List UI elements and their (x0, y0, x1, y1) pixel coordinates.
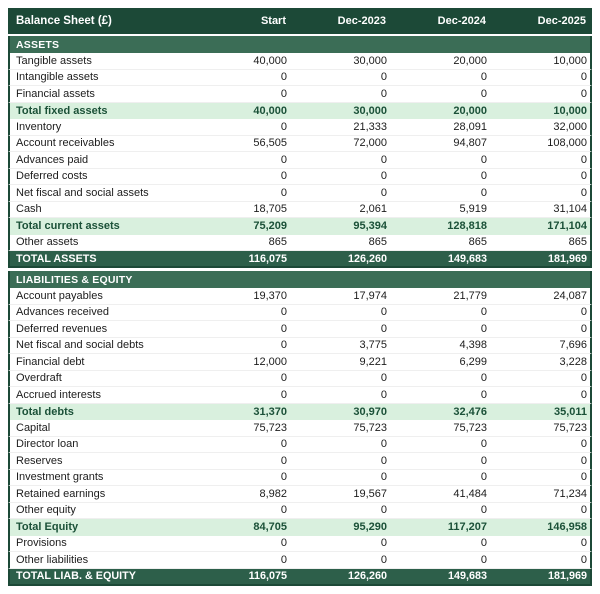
row-value: 116,075 (248, 252, 287, 265)
row-value: 40,000 (253, 104, 287, 117)
row-value: 181,969 (547, 252, 587, 265)
row-value: 95,394 (353, 220, 387, 233)
row-value: 0 (280, 537, 287, 550)
row-label: LIABILITIES & EQUITY (16, 273, 133, 286)
subtotal-row (8, 218, 592, 235)
row-value: 71,234 (553, 487, 587, 500)
section-header-row (8, 36, 592, 53)
row-value: 5,919 (459, 203, 487, 216)
row-value: 0 (480, 186, 487, 199)
row-label: Tangible assets (16, 54, 92, 67)
row-value: 31,370 (253, 405, 287, 418)
row-value: 30,000 (353, 104, 387, 117)
row-label: Financial debt (16, 355, 85, 368)
row-value: 75,723 (253, 421, 287, 434)
row-value: 865 (468, 236, 487, 249)
row-value: 0 (480, 388, 487, 401)
row-value: 2,061 (359, 203, 387, 216)
row-value: 94,807 (453, 137, 487, 150)
row-value: 9,221 (359, 355, 387, 368)
row-label: Retained earnings (16, 487, 106, 500)
row-value: 32,476 (453, 405, 487, 418)
table-row (8, 152, 592, 169)
row-value: 0 (380, 553, 387, 566)
row-label: Provisions (16, 537, 67, 550)
row-value: 30,000 (353, 54, 387, 67)
row-value: 126,260 (347, 570, 387, 582)
row-value: 41,484 (453, 487, 487, 500)
row-value: 0 (480, 372, 487, 385)
row-value: 0 (480, 87, 487, 100)
row-value: 0 (280, 388, 287, 401)
table-row (8, 552, 592, 569)
row-label: Investment grants (16, 471, 104, 484)
table-header-row (8, 8, 592, 34)
row-value: 56,505 (253, 137, 287, 150)
row-value: 0 (580, 87, 587, 100)
row-label: Advances received (16, 306, 109, 319)
row-label: Account payables (16, 289, 103, 302)
table-row (8, 185, 592, 202)
row-value: 0 (580, 71, 587, 84)
row-value: 72,000 (353, 137, 387, 150)
column-header-dec-2023: Dec-2023 (337, 15, 386, 27)
row-value: 0 (280, 471, 287, 484)
row-value: 40,000 (253, 54, 287, 67)
row-value: 18,705 (253, 203, 287, 216)
row-value: 0 (580, 438, 587, 451)
row-value: 28,091 (453, 120, 487, 133)
row-value: 75,209 (253, 220, 287, 233)
row-value: 0 (480, 454, 487, 467)
row-value: 0 (280, 306, 287, 319)
table-row (8, 321, 592, 338)
row-value: 0 (380, 471, 387, 484)
row-label: Total Equity (16, 521, 79, 534)
row-value: 0 (280, 120, 287, 133)
row-value: 0 (380, 537, 387, 550)
row-value: 0 (380, 186, 387, 199)
row-label: Total debts (16, 405, 74, 418)
table-row (8, 53, 592, 70)
row-value: 181,969 (547, 570, 587, 582)
row-value: 0 (280, 87, 287, 100)
row-value: 4,398 (459, 339, 487, 352)
row-value: 865 (568, 236, 587, 249)
row-value: 30,970 (353, 405, 387, 418)
row-value: 149,683 (447, 252, 487, 265)
table-row (8, 420, 592, 437)
table-row (8, 202, 592, 219)
row-value: 0 (480, 537, 487, 550)
subtotal-row (8, 404, 592, 421)
row-value: 0 (280, 553, 287, 566)
row-value: 0 (580, 372, 587, 385)
row-label: Reserves (16, 454, 63, 467)
row-value: 84,705 (253, 521, 287, 534)
row-value: 865 (368, 236, 387, 249)
row-value: 0 (380, 372, 387, 385)
row-value: 75,723 (553, 421, 587, 434)
row-value: 7,696 (559, 339, 587, 352)
row-value: 0 (280, 170, 287, 183)
row-label: Account receivables (16, 137, 115, 150)
row-value: 31,104 (553, 203, 587, 216)
table-body (8, 36, 592, 586)
row-value: 171,104 (547, 220, 587, 233)
row-value: 0 (480, 170, 487, 183)
row-label: TOTAL ASSETS (16, 252, 97, 265)
balance-sheet-table (8, 8, 592, 586)
table-row (8, 486, 592, 503)
row-value: 0 (580, 306, 587, 319)
table-row (8, 536, 592, 553)
row-value: 0 (580, 322, 587, 335)
row-value: 116,075 (248, 570, 287, 582)
row-value: 20,000 (453, 104, 487, 117)
row-value: 0 (580, 170, 587, 183)
table-row (8, 86, 592, 103)
row-label: Total current assets (16, 220, 120, 233)
row-value: 117,207 (447, 521, 487, 534)
table-title: Balance Sheet (£) (16, 15, 112, 27)
row-value: 35,011 (553, 405, 587, 418)
row-value: 3,775 (359, 339, 387, 352)
row-value: 0 (480, 504, 487, 517)
row-label: Net fiscal and social debts (16, 339, 144, 352)
row-value: 0 (280, 372, 287, 385)
table-row (8, 470, 592, 487)
grand-total-row (8, 251, 592, 268)
row-value: 0 (480, 306, 487, 319)
row-value: 0 (380, 87, 387, 100)
row-value: 0 (380, 170, 387, 183)
row-label: Financial assets (16, 87, 95, 100)
row-label: Total fixed assets (16, 104, 108, 117)
row-value: 0 (280, 504, 287, 517)
row-value: 108,000 (547, 137, 587, 150)
row-value: 0 (380, 438, 387, 451)
subtotal-row (8, 103, 592, 120)
row-value: 0 (580, 504, 587, 517)
section-header-row (8, 271, 592, 288)
row-value: 21,779 (453, 289, 487, 302)
row-value: 0 (380, 388, 387, 401)
row-value: 19,567 (353, 487, 387, 500)
row-value: 0 (580, 454, 587, 467)
row-label: Director loan (16, 438, 79, 451)
row-value: 8,982 (259, 487, 287, 500)
row-value: 0 (380, 322, 387, 335)
row-value: 0 (580, 186, 587, 199)
row-value: 0 (280, 71, 287, 84)
table-row (8, 70, 592, 87)
row-value: 19,370 (253, 289, 287, 302)
row-value: 0 (580, 553, 587, 566)
table-row (8, 305, 592, 322)
table-row (8, 371, 592, 388)
row-label: Deferred costs (16, 170, 88, 183)
row-value: 12,000 (253, 355, 287, 368)
row-value: 3,228 (559, 355, 587, 368)
row-label: Net fiscal and social assets (16, 186, 149, 199)
row-value: 146,958 (547, 521, 587, 534)
row-label: Deferred revenues (16, 322, 108, 335)
row-value: 75,723 (353, 421, 387, 434)
row-label: Cash (16, 203, 42, 216)
row-value: 0 (480, 553, 487, 566)
row-value: 149,683 (447, 570, 487, 582)
row-value: 10,000 (553, 54, 587, 67)
row-value: 0 (380, 71, 387, 84)
row-label: Accrued interests (16, 388, 101, 401)
row-value: 128,818 (447, 220, 487, 233)
row-value: 0 (280, 339, 287, 352)
row-value: 0 (380, 306, 387, 319)
row-value: 0 (480, 471, 487, 484)
row-value: 24,087 (553, 289, 587, 302)
table-row (8, 354, 592, 371)
row-value: 0 (480, 153, 487, 166)
row-value: 0 (380, 153, 387, 166)
row-label: Advances paid (16, 153, 89, 166)
column-header-dec-2024: Dec-2024 (437, 15, 486, 27)
table-row (8, 453, 592, 470)
row-value: 20,000 (453, 54, 487, 67)
column-header-start: Start (260, 15, 286, 27)
row-value: 0 (280, 454, 287, 467)
row-value: 0 (280, 438, 287, 451)
row-value: 0 (480, 438, 487, 451)
row-value: 0 (580, 537, 587, 550)
row-value: 0 (280, 153, 287, 166)
table-row (8, 387, 592, 404)
row-value: 95,290 (353, 521, 387, 534)
row-value: 0 (380, 504, 387, 517)
row-label: Capital (16, 421, 51, 434)
row-value: 0 (280, 322, 287, 335)
table-row (8, 235, 592, 252)
subtotal-row (8, 519, 592, 536)
row-label: Other equity (16, 504, 76, 517)
row-value: 126,260 (347, 252, 387, 265)
row-label: Other assets (16, 236, 79, 249)
row-value: 17,974 (353, 289, 387, 302)
row-label: TOTAL LIAB. & EQUITY (16, 570, 136, 582)
row-label: Overdraft (16, 372, 62, 385)
row-label: Intangible assets (16, 71, 99, 84)
row-value: 6,299 (459, 355, 487, 368)
table-row (8, 136, 592, 153)
row-value: 32,000 (553, 120, 587, 133)
row-value: 10,000 (553, 104, 587, 117)
row-value: 0 (280, 186, 287, 199)
row-value: 0 (580, 388, 587, 401)
table-row (8, 119, 592, 136)
grand-total-row (8, 569, 592, 586)
table-row (8, 169, 592, 186)
row-value: 0 (480, 322, 487, 335)
row-value: 0 (480, 71, 487, 84)
row-value: 0 (380, 454, 387, 467)
row-value: 865 (268, 236, 287, 249)
table-row (8, 288, 592, 305)
table-row (8, 338, 592, 355)
table-row (8, 503, 592, 520)
row-label: ASSETS (16, 38, 60, 51)
row-label: Inventory (16, 120, 62, 133)
row-value: 0 (580, 153, 587, 166)
table-row (8, 437, 592, 454)
row-label: Other liabilities (16, 553, 89, 566)
row-value: 0 (580, 471, 587, 484)
row-value: 75,723 (453, 421, 487, 434)
column-header-dec-2025: Dec-2025 (537, 15, 586, 27)
row-value: 21,333 (353, 120, 387, 133)
